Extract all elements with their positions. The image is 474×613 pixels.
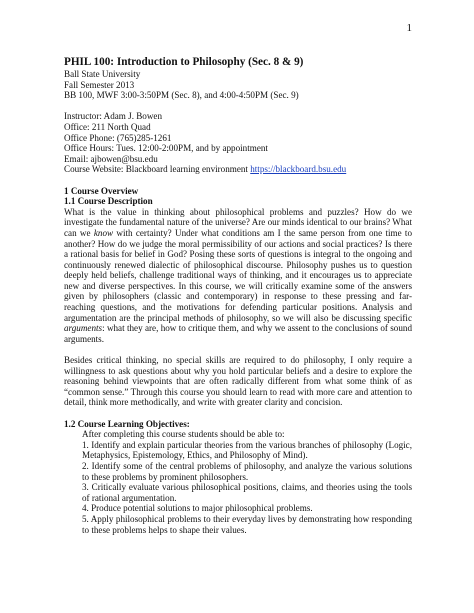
document-body [64, 56, 412, 535]
objective-item: 3. Critically evaluate various philosophical positions, claims, and theories using the tools of rational argumentation. [82, 482, 412, 503]
objectives-intro: After completing this course students should be able to: [82, 429, 285, 440]
p1-text-a: What is the value in thinking about philosophical problems and puzzles? How do we investigate the fundamental nature of the universe? Are our minds identical to our brains? What can we [64, 206, 412, 238]
office-phone: Office Phone: (765)285-1261 [64, 132, 172, 143]
description-paragraph-2: Besides critical thinking, no special skills are required to do philosophy, I only require a willingness to ask questions about why you hold particular beliefs and a desire to explore the reasoning behind viewpoints that are often radically different from what some think of as “common sense.” Through this course you should learn to read with more care and attention to detail, think more methodically, and write with greater clarity and concision. [64, 355, 412, 408]
description-paragraph-1 [64, 207, 412, 345]
p1-text-c: : what they are, how to critique them, and why we assent to the conclusions of sound arguments. [64, 323, 412, 344]
objective-item: 1. Identify and explain particular theories from the various branches of philosophy (Logic, Metaphysics, Epistemology, Ethics, and Philosophy of Mind). [82, 439, 412, 461]
subsection-heading-description: 1.1 Course Description [64, 196, 153, 207]
course-website-link[interactable]: https://blackboard.bsu.edu [250, 164, 347, 175]
semester: Fall Semester 2013 [64, 79, 135, 90]
office-location: Office: 211 North Quad [64, 121, 151, 132]
course-website-label: Course Website: Blackboard learning environment [64, 164, 251, 175]
p1-emphasis-know: know [93, 227, 114, 238]
subsection-heading-objectives: 1.2 Course Learning Objectives: [64, 418, 190, 429]
schedule: BB 100, MWF 3:00-3:50PM (Sec. 8), and 4:00-4:50PM (Sec. 9) [64, 90, 299, 101]
instructor-name: Instructor: Adam J. Bowen [64, 111, 162, 122]
objective-item: 5. Apply philosophical problems to their everyday lives by demonstrating how responding to these problems helps to shape their values. [82, 513, 412, 535]
page-number: 1 [406, 22, 412, 34]
course-title: PHIL 100: Introduction to Philosophy (Sec. 8 & 9) [64, 56, 304, 68]
university: Ball State University [64, 69, 141, 79]
objective-item: 2. Identify some of the central problems of philosophy, and analyze the various solutions to these problems by prominent philosophers. [82, 460, 412, 482]
p1-text-b: with certainty? Under what conditions am I the same person from one time to another? How do we judge the moral permissibility of our actions and social practices? Is there a rational basis for belief in God? Posing these sorts of questions is integral to the ongoing and continuously renewed dialectic of philosophical discourse. Philosophy pushes us to question deeply held beliefs, challenge traditional ways of thinking, and it encourages us to appreciate new and diverse perspectives. In this course, we will critically examine some of the answers given by philosophers (classic and contemporary) in response to these pressing and far-reaching questions, and the motivations for defending particular positions. Analysis and argumentation are the principal methods of philosophy, so we will also be discussing specific [64, 227, 412, 323]
course-website [64, 164, 412, 175]
section-heading-overview: 1 Course Overview [64, 185, 139, 196]
office-hours: Office Hours: Tues. 12:00-2:00PM, and by appointment [64, 143, 268, 154]
email: Email: ajbowen@bsu.edu [64, 153, 158, 164]
p1-emphasis-arguments: arguments [64, 323, 103, 334]
objective-item: 4. Produce potential solutions to major philosophical problems. [82, 503, 313, 514]
